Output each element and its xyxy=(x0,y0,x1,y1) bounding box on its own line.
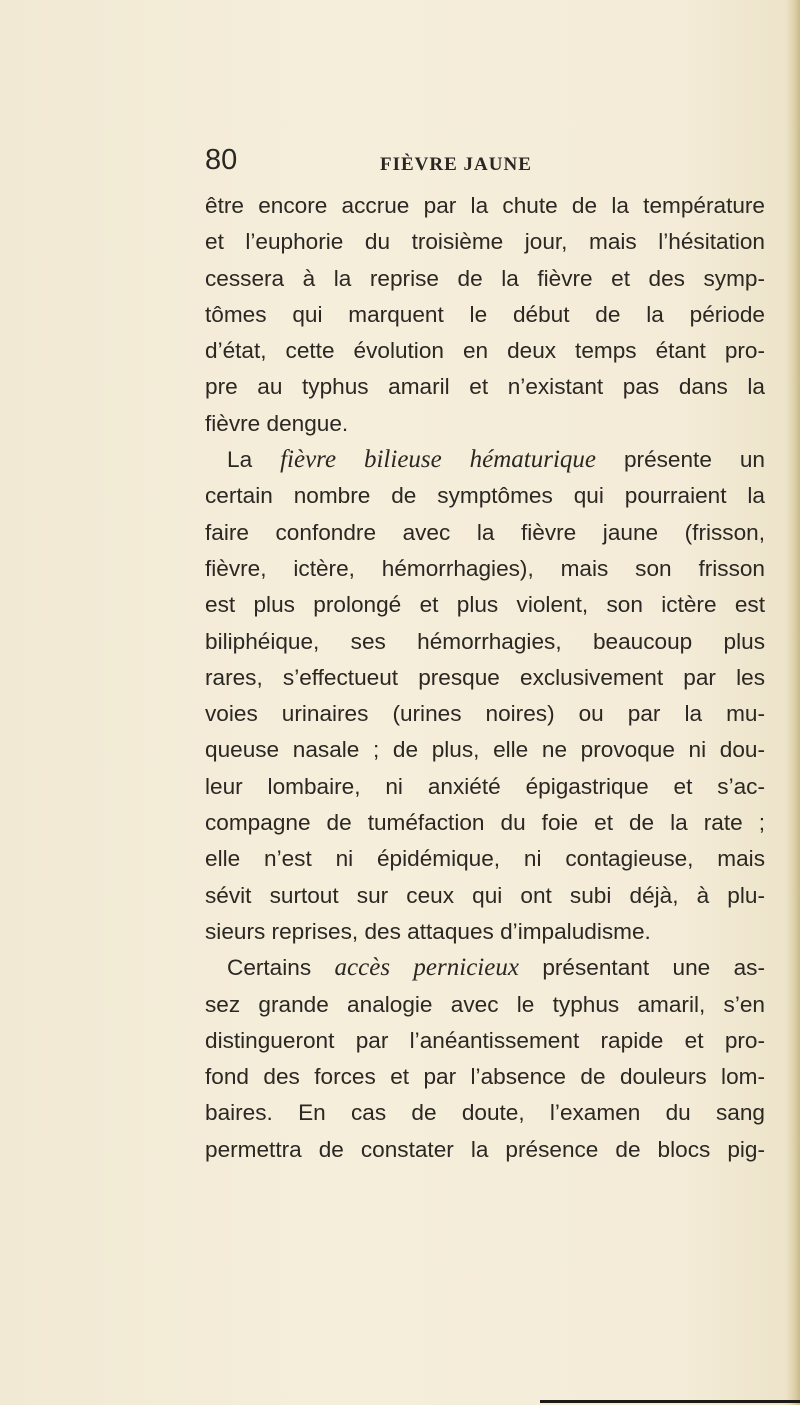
lead-rest: présente un xyxy=(596,447,765,473)
text-line: voies urinaires (urines noires) ou par la mu- xyxy=(205,701,765,727)
bottom-rule xyxy=(540,1400,800,1403)
text-line: compagne de tuméfaction du foie et de la rate ; xyxy=(205,810,765,836)
text-line: biliphéique, ses hémorrhagies, beaucoup plus xyxy=(205,628,765,654)
text-line: permettra de constater la présence de blocs pig- xyxy=(205,1136,765,1162)
text-line: fièvre, ictère, hémorrhagies), mais son frisson xyxy=(205,555,765,581)
text-line: est plus prolongé et plus violent, son ictère est xyxy=(205,592,765,618)
text-line: rares, s’effectueut presque exclusivement par les xyxy=(205,664,765,690)
body-text xyxy=(205,188,765,1168)
paragraph-lead-line xyxy=(205,442,765,478)
text-line: faire confondre avec la fièvre jaune (frisson, xyxy=(205,519,765,545)
page-edge-shadow xyxy=(786,0,800,1405)
text-line: queuse nasale ; de plus, elle ne provoque ni dou- xyxy=(205,737,765,763)
running-head: FIÈVRE JAUNE xyxy=(380,154,532,175)
text-line: sévit surtout sur ceux qui ont subi déjà, à plu- xyxy=(205,882,765,908)
text-line: distingueront par l’anéantissement rapide et pro- xyxy=(205,1027,765,1053)
text-line: être encore accrue par la chute de la température xyxy=(205,193,765,218)
lead-rest: présentant une as- xyxy=(518,955,765,981)
lead-word: Certains xyxy=(227,955,335,981)
text-line: certain nombre de symptômes qui pourraient la xyxy=(205,483,765,509)
page-header xyxy=(205,144,765,188)
italic-term: accès pernicieux xyxy=(334,954,519,982)
text-line: baires. En cas de doute, l’examen du sang xyxy=(205,1100,765,1126)
text-line: leur lombaire, ni anxiété épigastrique et s’ac- xyxy=(205,773,765,799)
paragraph-lead-line xyxy=(205,950,765,986)
text-line: sieurs reprises, des attaques d’impaludisme. xyxy=(205,918,651,944)
text-line: cessera à la reprise de la fièvre et des symp- xyxy=(205,265,765,291)
text-line: elle n’est ni épidémique, ni contagieuse, mais xyxy=(205,846,765,872)
text-line: fond des forces et par l’absence de douleurs lom- xyxy=(205,1064,765,1090)
text-line: pre au typhus amaril et n’existant pas dans la xyxy=(205,374,765,400)
text-line: et l’euphorie du troisième jour, mais l’hésitation xyxy=(205,229,765,255)
lead-word: La xyxy=(227,447,281,473)
text-line: d’état, cette évolution en deux temps étant pro- xyxy=(205,338,765,364)
text-line: tômes qui marquent le début de la période xyxy=(205,301,765,327)
italic-term: fièvre bilieuse hématurique xyxy=(280,446,597,474)
page-number: 80 xyxy=(205,144,238,176)
text-line: sez grande analogie avec le typhus amaril, s’en xyxy=(205,991,765,1017)
text-line: fièvre dengue. xyxy=(205,410,349,436)
